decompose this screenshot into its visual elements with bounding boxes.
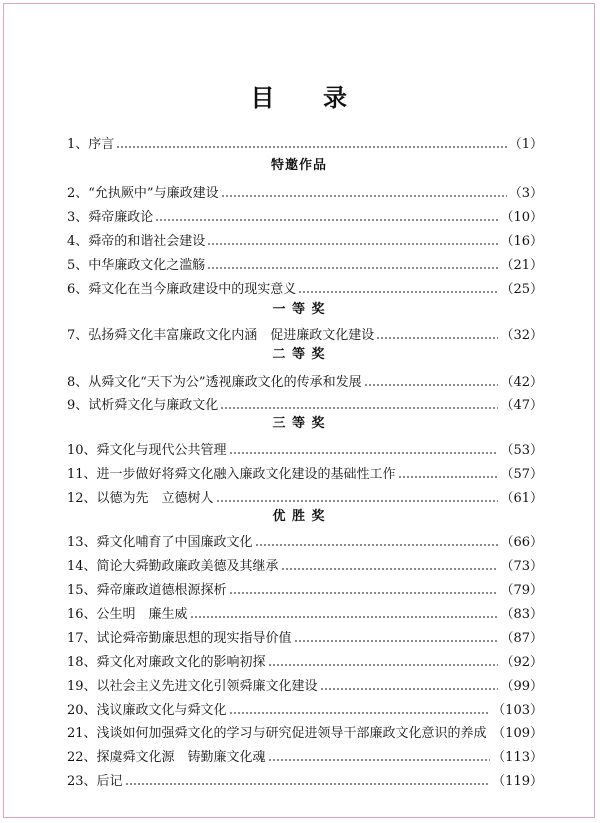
toc-entry-page: （57） — [500, 466, 543, 482]
toc-entry-title: 20、浅议廉政文化与舜文化 — [67, 702, 227, 718]
toc-entry-title: 5、中华廉政文化之滥觞 — [67, 257, 206, 273]
toc-entry-page: （25） — [500, 281, 543, 297]
toc-entry-title: 9、试析舜文化与廉政文化 — [67, 397, 219, 413]
toc-entry-page: （61） — [500, 490, 543, 506]
title-char-1: 目 — [250, 83, 275, 112]
toc-entry-title: 10、舜文化与现代公共管理 — [67, 442, 227, 458]
toc-entry-9[interactable] — [67, 392, 543, 414]
toc-entry-page: （10） — [500, 209, 543, 225]
toc-entry-page: （66） — [500, 534, 543, 550]
toc-entry-page: （16） — [500, 233, 543, 249]
toc-entry-title: 6、舜文化在当今廉政建设中的现实意义 — [67, 281, 297, 297]
toc-entry-title: 4、舜帝的和谐社会建设 — [67, 233, 206, 249]
toc-entry-page: （99） — [500, 678, 543, 694]
toc-entry-23[interactable] — [67, 768, 543, 790]
dot-leader — [294, 640, 499, 642]
toc-entry-11[interactable] — [67, 461, 543, 483]
toc-entry-page: （87） — [500, 630, 543, 646]
toc-entry-title: 8、从舜文化“天下为公”透视廉政文化的传承和发展 — [67, 374, 362, 390]
toc-entry-page: （53） — [500, 442, 543, 458]
dot-leader — [116, 146, 506, 148]
toc-entry-13[interactable] — [67, 529, 543, 551]
section-heading-excellence: 优 胜 奖 — [272, 509, 326, 524]
toc-entry-title: 17、试论舜帝勤廉思想的现实指导价值 — [67, 630, 292, 646]
section-heading-third: 三 等 奖 — [272, 416, 326, 431]
dot-leader — [364, 384, 499, 386]
toc-entry-title: 12、以德为先 立德树人 — [67, 490, 214, 506]
dot-leader — [320, 688, 499, 690]
toc-entry-12[interactable] — [67, 485, 543, 507]
toc-entry-page: （119） — [492, 773, 543, 789]
toc-entry-17[interactable] — [67, 625, 543, 647]
dot-leader — [281, 568, 499, 570]
toc-entry-title: 13、舜文化哺育了中国廉政文化 — [67, 534, 253, 550]
toc-entry-title: 2、“允执厥中”与廉政建设 — [67, 185, 219, 201]
toc-entry-18[interactable] — [67, 649, 543, 671]
toc-entry-1[interactable] — [67, 131, 543, 153]
dot-leader — [398, 476, 499, 478]
toc-entry-page: （1） — [508, 136, 543, 152]
dot-leader — [229, 592, 499, 594]
toc-entry-page: （42） — [500, 374, 543, 390]
toc-entry-6[interactable] — [67, 276, 543, 298]
toc-entry-7[interactable] — [67, 322, 543, 344]
toc-entry-8[interactable] — [67, 369, 543, 391]
toc-entry-19[interactable] — [67, 673, 543, 695]
toc-entry-5[interactable] — [67, 252, 543, 274]
dot-leader — [229, 712, 491, 714]
dot-leader — [207, 243, 498, 245]
toc-entry-page: （32） — [500, 327, 543, 343]
dot-leader — [376, 337, 498, 339]
toc-entry-page: （79） — [500, 582, 543, 598]
toc-entry-title: 15、舜帝廉政道德根源探析 — [67, 582, 227, 598]
toc-entry-title: 16、公生明 廉生威 — [67, 606, 188, 622]
dot-leader — [268, 759, 491, 761]
toc-entry-title: 18、舜文化对廉政文化的影响初探 — [67, 654, 266, 670]
dot-leader — [207, 267, 498, 269]
page — [3, 3, 595, 818]
toc-entry-page: （103） — [492, 702, 543, 718]
toc-entry-title: 14、简论大舜勤政廉政美德及其继承 — [67, 558, 279, 574]
section-heading-first: 一 等 奖 — [272, 302, 326, 317]
toc-entry-title: 19、以社会主义先进文化引领舜廉文化建设 — [67, 678, 318, 694]
toc-entry-15[interactable] — [67, 577, 543, 599]
toc-entry-title: 11、进一步做好将舜文化融入廉政文化建设的基础性工作 — [67, 466, 396, 482]
toc-entry-title: 23、后记 — [67, 773, 123, 789]
toc-entry-page: （83） — [500, 606, 543, 622]
toc-entry-2[interactable] — [67, 180, 543, 202]
section-heading-special: 特邀作品 — [270, 158, 327, 173]
dot-leader — [229, 452, 499, 454]
toc-entry-16[interactable] — [67, 601, 543, 623]
toc-entry-title: 7、弘扬舜文化丰富廉政文化内涵 促进廉政文化建设 — [67, 327, 375, 343]
toc-entry-title: 21、浅谈如何加强舜文化的学习与研究促进领导干部廉政文化意识的养成 — [67, 725, 487, 741]
toc-entry-page: （73） — [500, 558, 543, 574]
dot-leader — [216, 500, 499, 502]
toc-entry-page: （21） — [500, 257, 543, 273]
toc-entry-14[interactable] — [67, 553, 543, 575]
toc-entry-21[interactable] — [67, 720, 543, 742]
toc-entry-page: （3） — [508, 185, 543, 201]
dot-leader — [220, 407, 498, 409]
dot-leader — [190, 616, 499, 618]
toc-entry-22[interactable] — [67, 744, 543, 766]
dot-leader — [268, 664, 499, 666]
toc-entry-20[interactable] — [67, 697, 543, 719]
toc-entry-title: 1、序言 — [67, 136, 115, 152]
toc-entry-page: （92） — [500, 654, 543, 670]
dot-leader — [298, 291, 498, 293]
toc-entry-10[interactable] — [67, 437, 543, 459]
toc-entry-title: 22、探虞舜文化源 铸勤廉文化魂 — [67, 749, 266, 765]
dot-leader — [255, 544, 499, 546]
dot-leader — [221, 195, 507, 197]
dot-leader — [489, 735, 491, 737]
section-heading-second: 二 等 奖 — [272, 347, 326, 362]
toc-entry-page: （109） — [492, 725, 543, 741]
toc-entry-page: （47） — [500, 397, 543, 413]
title-char-2: 录 — [323, 83, 348, 112]
toc-entry-title: 3、舜帝廉政论 — [67, 209, 154, 225]
toc-entry-3[interactable] — [67, 204, 543, 226]
dot-leader — [155, 219, 498, 221]
page-title — [4, 78, 594, 113]
toc-entry-4[interactable] — [67, 228, 543, 250]
dot-leader — [125, 783, 491, 785]
toc-entry-page: （113） — [492, 749, 543, 765]
